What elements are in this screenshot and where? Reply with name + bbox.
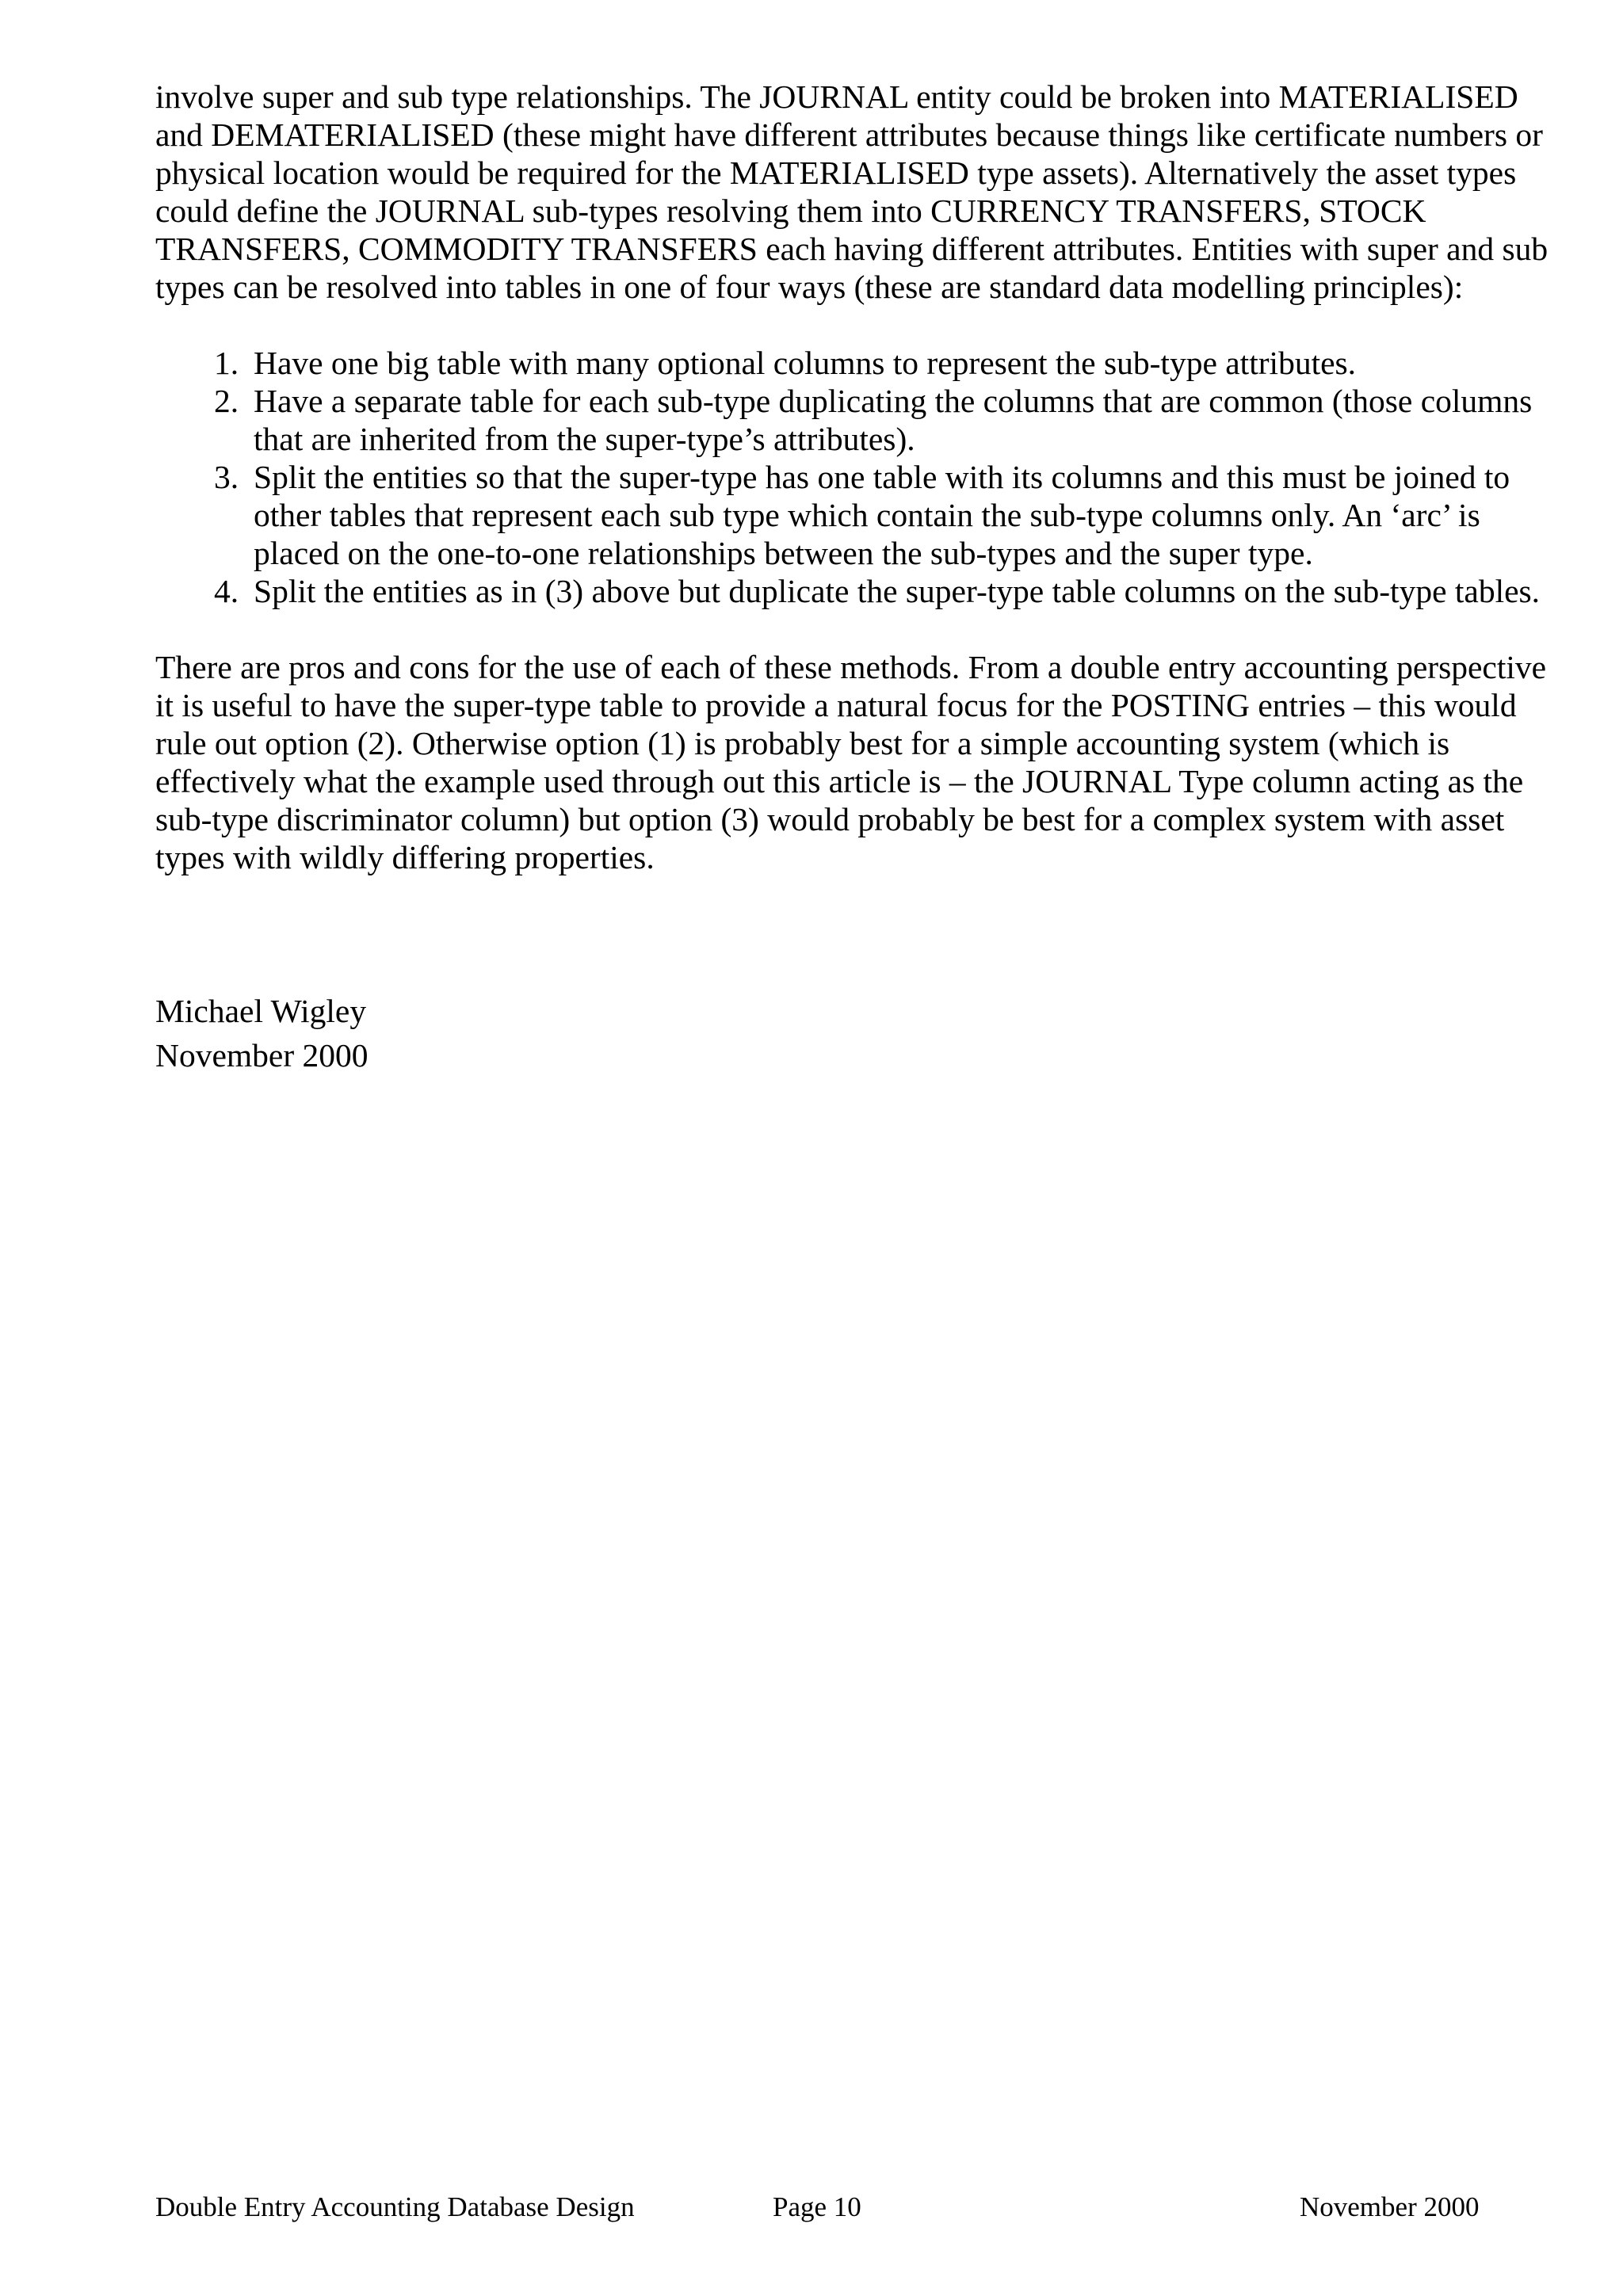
page-footer bbox=[0, 2190, 1623, 2229]
signature-date: November 2000 bbox=[155, 1037, 369, 1074]
signature-block bbox=[155, 989, 369, 1077]
intro-paragraph: involve super and sub type relationships. The JOURNAL entity could be broken into MATERIALISED and DEMATERIALISED (these might have different attributes because things like certificate numbers or physical location would be required for the MATERIALISED type assets). Alternatively the asset types could define the JOURNAL sub-types resolving them into CURRENCY TRANSFERS, STOCK TRANSFERS, COMMODITY TRANSFERS each having different attributes. Entities with super and sub types can be resolved into tables in one of four ways (these are standard data modelling principles): bbox=[155, 78, 1549, 305]
list-item-number: 1. bbox=[214, 345, 239, 381]
list-item-number: 2. bbox=[214, 383, 239, 419]
list-item-text: Have a separate table for each sub-type duplicating the columns that are common (those columns that are inherited from the super-type’s attributes). bbox=[254, 383, 1533, 457]
list-item-number: 3. bbox=[214, 459, 239, 495]
author-name: Michael Wigley bbox=[155, 993, 367, 1029]
list-item bbox=[155, 382, 1558, 458]
footer-date: November 2000 bbox=[1300, 2191, 1480, 2222]
body-text bbox=[155, 78, 1558, 876]
discussion-paragraph: There are pros and cons for the use of each of these methods. From a double entry accounting perspective it is useful to have the super-type table to provide a natural focus for the POSTING entries – this would rule out option (2). Otherwise option (1) is probably best for a simple accounting system (which is effectively what the example used through out this article is – the JOURNAL Type column acting as the sub-type discriminator column) but option (3) would probably be best for a complex system with asset types with wildly differing properties. bbox=[155, 649, 1547, 875]
list-item-text: Split the entities so that the super-type has one table with its columns and this must be joined to other tables that represent each sub type which contain the sub-type columns only. An ‘arc’ is placed on the one-to-one relationships between the sub-types and the super type. bbox=[254, 459, 1510, 571]
footer-title: Double Entry Accounting Database Design bbox=[155, 2191, 635, 2222]
list-item-text: Have one big table with many optional columns to represent the sub-type attributes. bbox=[254, 345, 1357, 381]
list-item-number: 4. bbox=[214, 573, 239, 609]
list-item-text: Split the entities as in (3) above but duplicate the super-type table columns on the sub-type tables. bbox=[254, 573, 1541, 609]
footer-page-number: Page 10 bbox=[773, 2191, 861, 2222]
list-item bbox=[155, 344, 1558, 382]
list-item bbox=[155, 458, 1558, 572]
list-item bbox=[155, 572, 1558, 610]
methods-list bbox=[155, 344, 1558, 610]
